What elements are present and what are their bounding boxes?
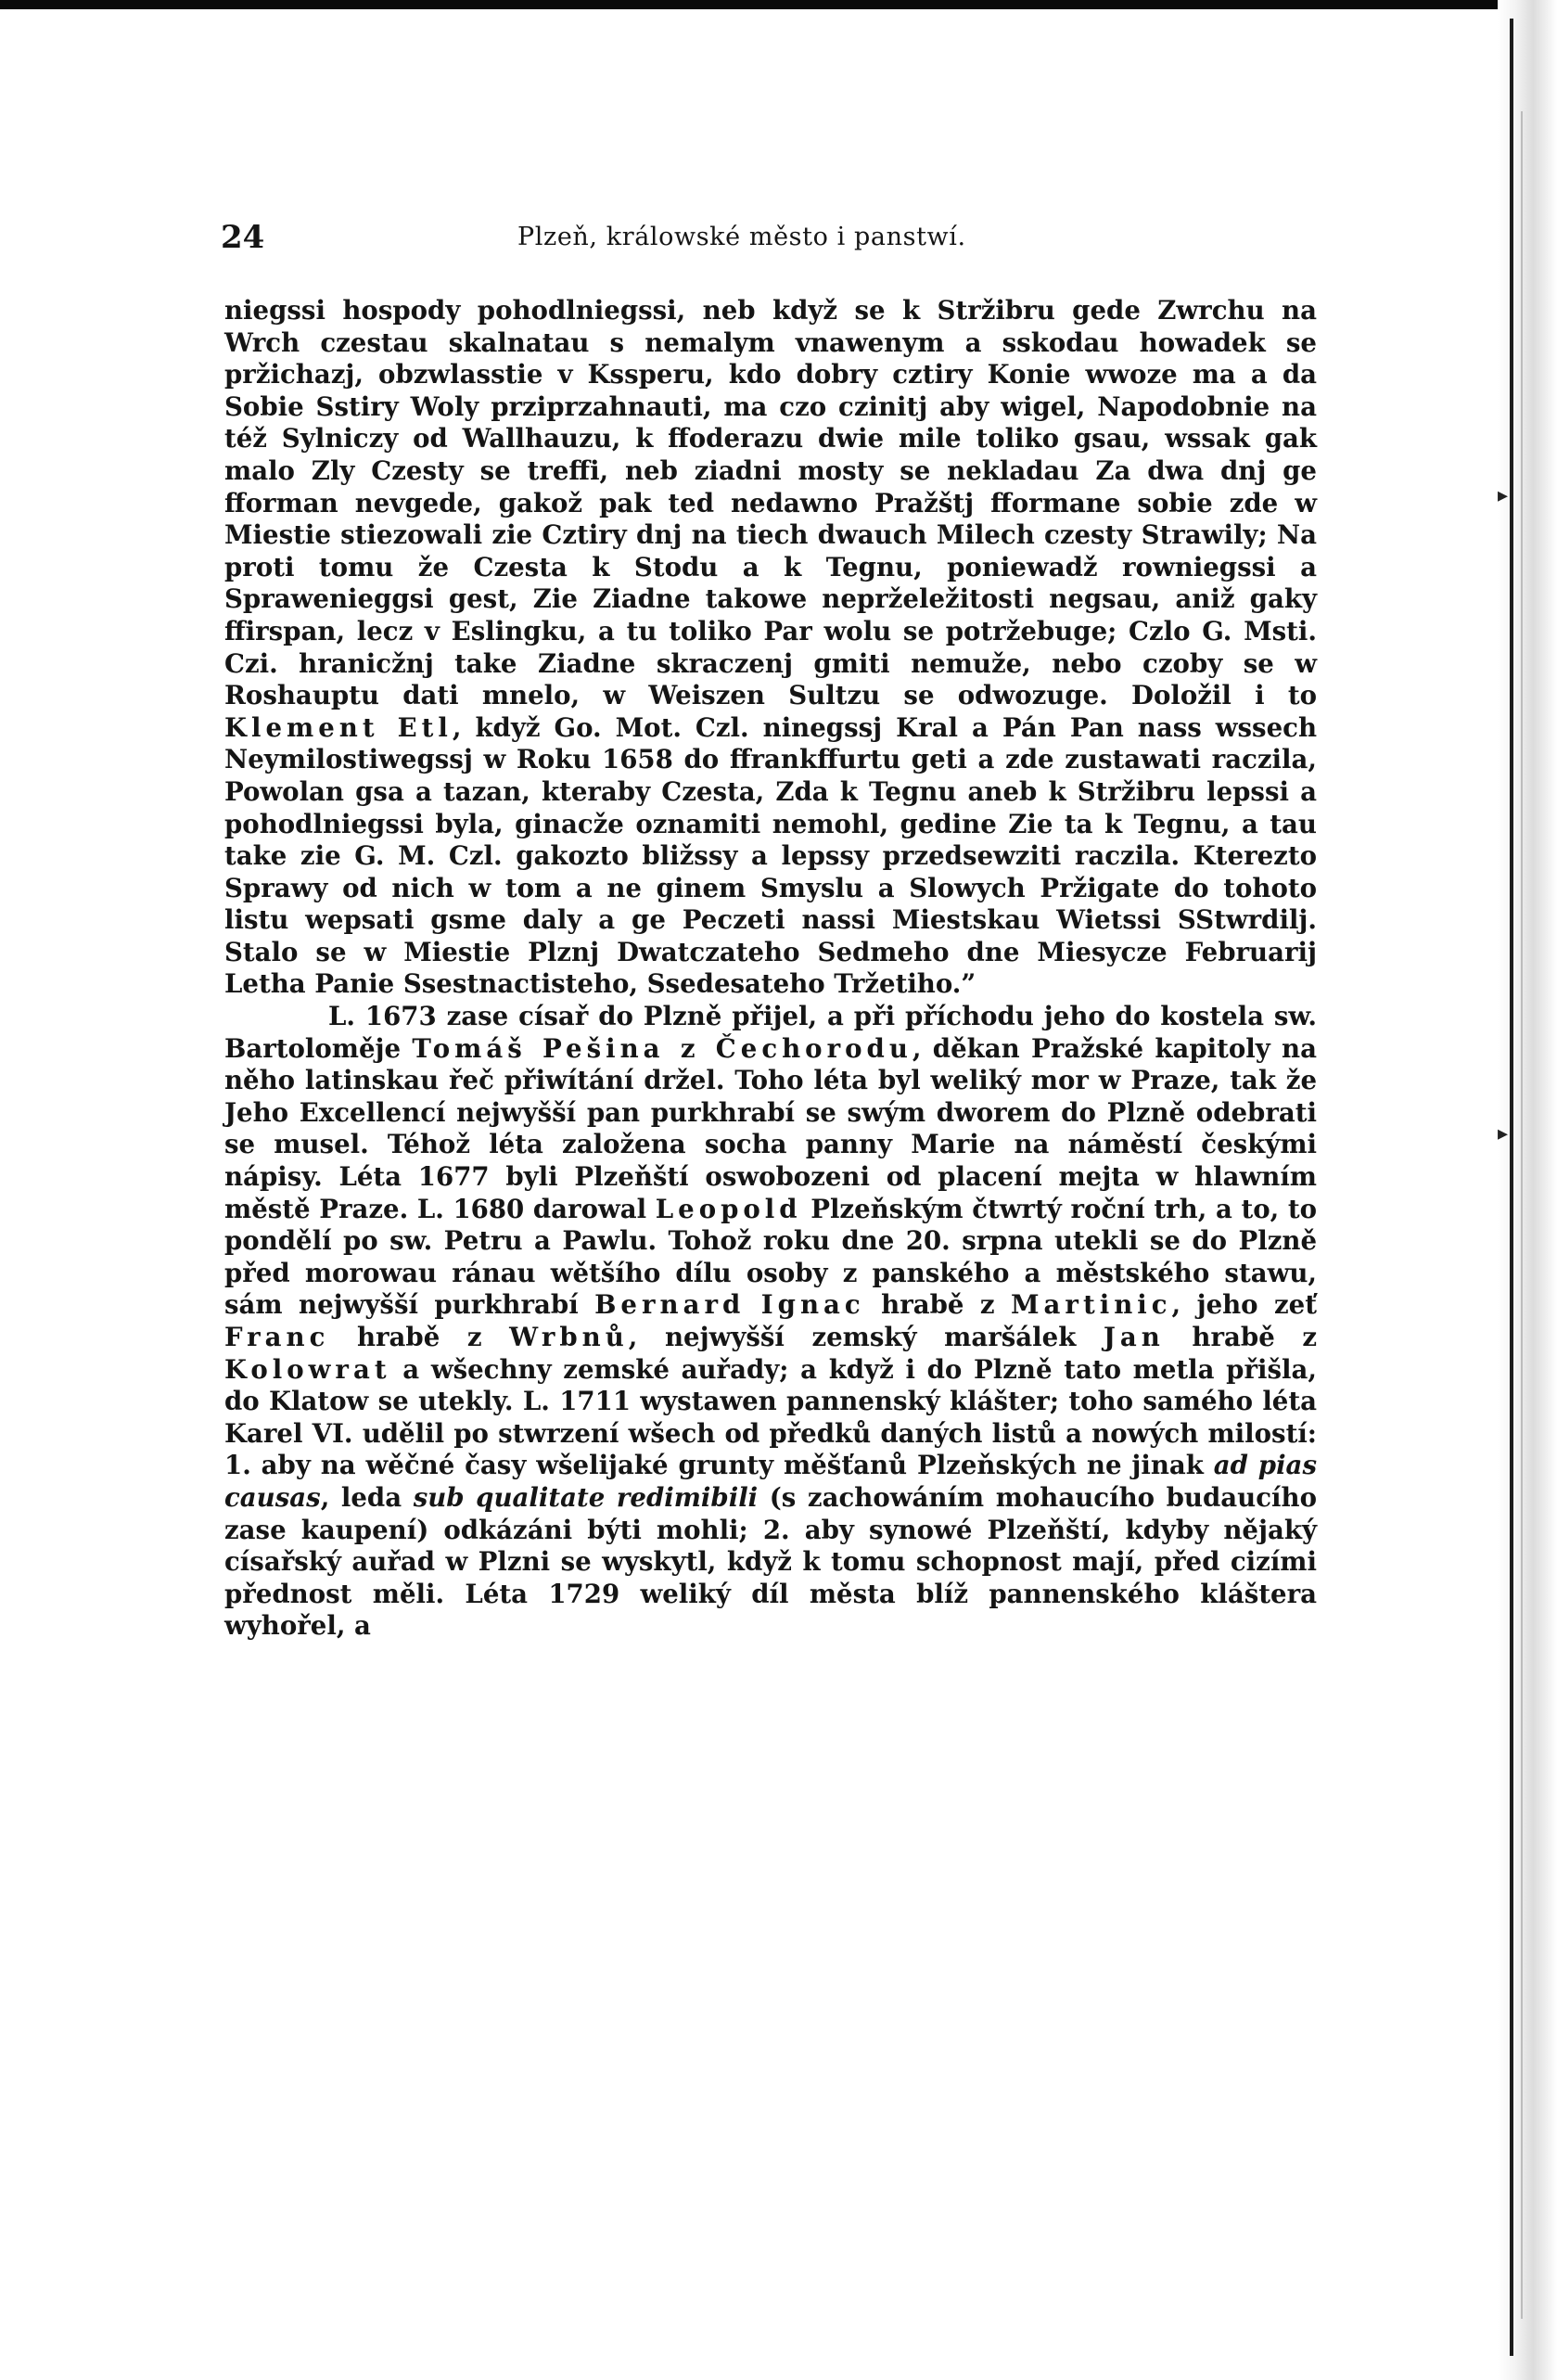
spaced-name: Martinic	[1011, 1289, 1172, 1321]
spaced-name: Ignac	[760, 1289, 865, 1321]
scan-top-border	[0, 0, 1557, 9]
running-title: Plzeň, králowské město i panstwí.	[517, 223, 966, 251]
spaced-name: Kolowrat	[224, 1353, 391, 1385]
spaced-name: Leopold	[655, 1193, 802, 1224]
page-header	[221, 219, 1315, 260]
scan-right-edge	[1498, 0, 1557, 2380]
latin-phrase: ad pias causas	[224, 1450, 1317, 1513]
spaced-name: Jan	[1103, 1322, 1165, 1352]
margin-mark-arrow: ▸	[1498, 1122, 1509, 1145]
scan-right-edge-line	[1510, 19, 1513, 2356]
margin-mark-arrow: ▸	[1498, 484, 1509, 507]
paragraph-quoted-letter: niegssi hospody pohodlniegssi, neb když se k Stržibru gede Zwrchu na Wrch czestau skalnatau s nemalym vnawenym a sskodau howadek se pržichazj, obzwlasstie v Kssperu, kdo dobry cztiry Konie wwoze ma a da Sobie Sstiry Woly prziprzahnauti, ma czo czinitj aby wigel, Napodobnie na též Sylniczy od Wallhauzu, k ffoderazu dwie mile toliko gsau, wssak gak malo Zly Czesty se treffi, neb ziadni mosty se nekladau Za dwa dnj ge fforman nevgede, gakož pak ted nedawno Pražštj fformane sobie zde w Miestie stiezowali zie Cztiry dnj na tiech dwauch Milech czesty Strawily; Na proti tomu že Czesta k Stodu a k Tegnu, poniewadž rowniegssi a Sprawenieggsi gest, Zie Ziadne takowe neprželežitosti negsau, aniž gaky ffirspan, lecz v Eslingku, a tu toliko Par wolu se potržebuge; Czlo G. Msti. Czi. hranicžnj take Ziadne skraczenj gmiti nemuže, nebo czoby se w Roshauptu dati mnelo, w Weiszen Sultzu se odwozuge. Doložil i to Klement Etl, když Go. Mot. Czl. ninegssj Kral a Pán Pan nass wssech Neymilostiwegssj w Roku 1658 do ffrankffurtu geti a zde zustawati raczila, Powolan gsa a tazan, kteraby Czesta, Zda k Tegnu aneb k Stržibru lepssi a pohodlniegssi byla, ginacže oznamiti nemohl, gedine Zie ta k Tegnu, a tau take zie G. M. Czl. gakozto bližssy a lepssy przedsewziti raczila. Kterezto Sprawy od nich w tom a ne ginem Smyslu a Slowych Pržigate do tohoto listu wepsati gsme daly a ge Peczeti nassi Miestskau Wietssi SStwrdilj. Stalo se w Miestie Plznj Dwatczateho Sedmeho dne Miesycze Februarij Letha Panie Ssestnactisteho, Ssedesateho Tržetiho.”	[224, 295, 1318, 1000]
spaced-name: Wrbnů	[509, 1322, 629, 1352]
spaced-name: Klement Etl	[224, 711, 453, 743]
spaced-name: Tomáš Pešina z Čechorodu	[412, 1032, 913, 1064]
scan-right-edge-shadow	[1521, 111, 1523, 2319]
paragraph-chronicle: L. 1673 zase císař do Plzně přijel, a při příchodu jeho do kostela sw. Bartoloměje Tomáš Pešina z Čechorodu, děkan Pražské kapitoly na něho latinskau řeč přiwítání držel. Toho léta byl weliký mor w Praze, tak že Jeho Excellencí nejwyšší pan purkhrabí se swým dworem do Plzně odebrati se musel. Téhož léta založena socha panny Marie na náměstí českými nápisy. Léta 1677 byli Plzeňští oswobozeni od placení mejta w hlawním městě Praze. L. 1680 darowal Leopold Plzeňským čtwrtý roční trh, a to, to pondělí po sw. Petru a Pawlu. Tohož roku dne 20. srpna utekli se do Plzně před morowau ránau wětšího dílu osoby z panského a městského stawu, sám nejwyšší purkhrabí Bernard Ignac hrabě z Martinic, jeho zeť Franc hrabě z Wrbnů, nejwyšší zemský maršálek Jan hrabě z Kolowrat a wšechny zemské auřady; a když i do Plzně tato metla přišla, do Klatow se utekly. L. 1711 wystawen pannenský klášter; toho samého léta Karel VI. udělil po stwrzení wšech od předků daných listů a nowých milostí: 1. aby na wěčné časy wšelijaké grunty měšťanů Plzeňských ne jinak ad pias causas, leda sub qualitate redimibili (s zachowáním mohaucího budaucího zase kaupení) odkázáni býti mohli; 2. aby synowé Plzeňští, kdyby nějaký císařský auřad w Plzni se wyskytl, když k tomu schopnost mají, před cizími přednost měli. Léta 1729 weliký díl města blíž pannenského kláštera wyhořel, a	[224, 1001, 1317, 1642]
spaced-name: Bernard	[594, 1289, 746, 1321]
page-number: 24	[221, 219, 265, 256]
spaced-name: Franc	[224, 1322, 330, 1352]
latin-phrase: sub qualitate redimibili	[413, 1481, 759, 1513]
body-text	[224, 295, 1317, 1643]
